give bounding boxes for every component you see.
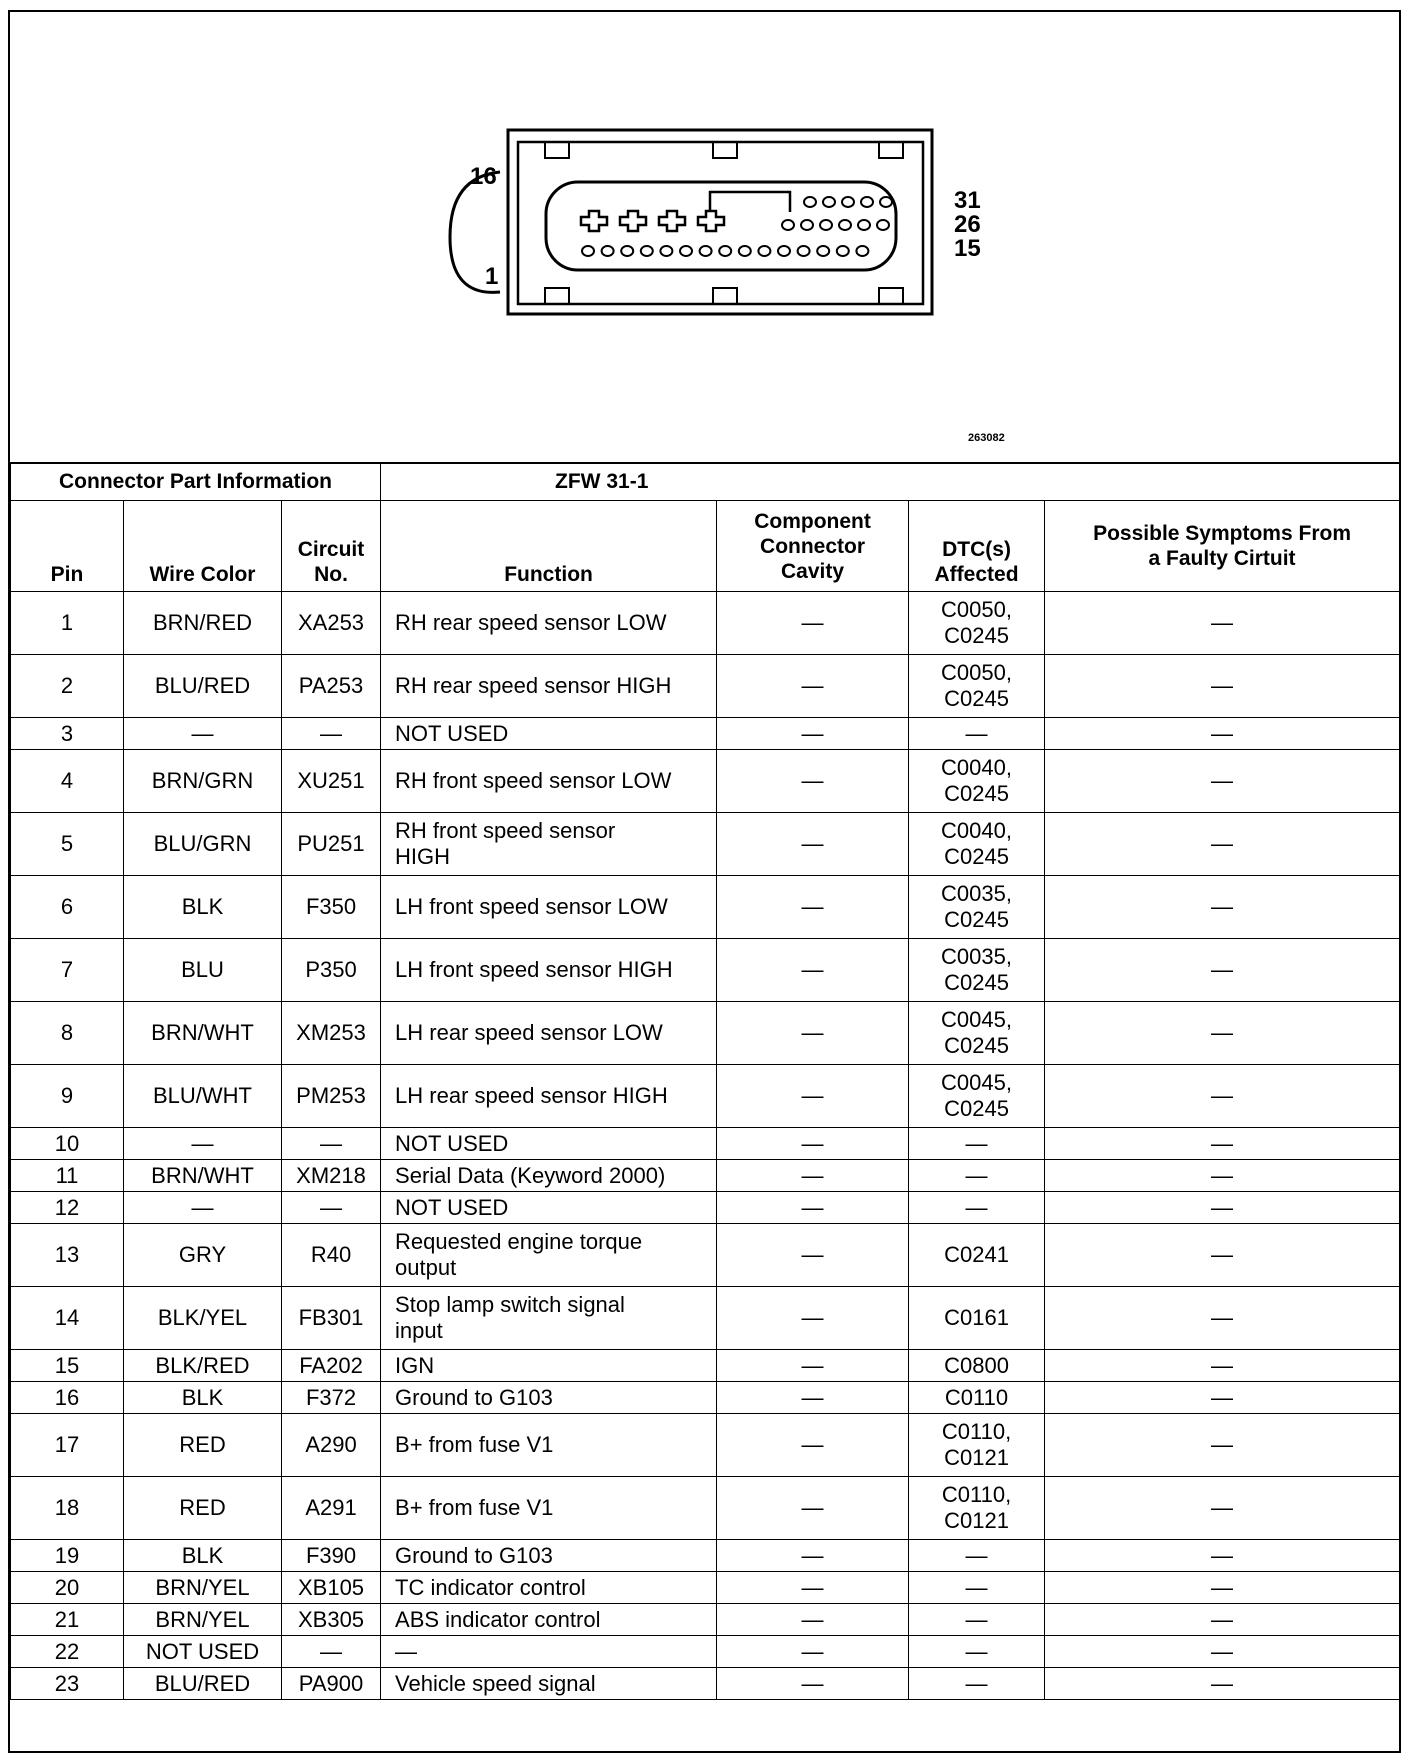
circuit-cell: PA253 <box>282 655 381 718</box>
pin-cavity <box>758 246 770 256</box>
symptoms-cell: — <box>1045 1414 1400 1477</box>
pin-cavity <box>817 246 829 256</box>
housing-tab <box>879 288 903 304</box>
wire-color-cell: BLK/RED <box>124 1350 282 1382</box>
dtc-cell: C0800 <box>909 1350 1045 1382</box>
table-row-pin-18 <box>11 1477 1400 1540</box>
table-row-pin-19 <box>11 1540 1400 1572</box>
pin-cavity <box>842 197 854 207</box>
pin-cell: 14 <box>11 1287 124 1350</box>
pin-cavity <box>856 246 868 256</box>
column-header-circuit <box>282 501 381 592</box>
pin-cavity <box>877 220 889 230</box>
cavity-cell: — <box>717 1002 909 1065</box>
pin-cell: 22 <box>11 1636 124 1668</box>
pin-label-1: 1 <box>485 263 499 290</box>
pin-cavity <box>820 220 832 230</box>
table-row-pin-7 <box>11 939 1400 1002</box>
wire-color-cell: — <box>124 718 282 750</box>
dtc-cell: C0045, C0245 <box>909 1002 1045 1065</box>
cavity-cell: — <box>717 1160 909 1192</box>
function-cell: RH front speed sensor HIGH <box>381 813 717 876</box>
function-cell: LH rear speed sensor LOW <box>381 1002 717 1065</box>
dtc-cell: — <box>909 1604 1045 1636</box>
table-row-pin-21 <box>11 1604 1400 1636</box>
wire-color-cell: BLU <box>124 939 282 1002</box>
cavity-header-line2: Connector <box>760 534 866 558</box>
symptoms-cell: — <box>1045 1604 1400 1636</box>
wire-color-cell: NOT USED <box>124 1636 282 1668</box>
function-cell: IGN <box>381 1350 717 1382</box>
dtc-cell: — <box>909 1636 1045 1668</box>
cavity-cell: — <box>717 876 909 939</box>
dtc-cell: — <box>909 1540 1045 1572</box>
dtc-cell: C0035, C0245 <box>909 939 1045 1002</box>
circuit-cell: FA202 <box>282 1350 381 1382</box>
table-row-pin-15 <box>11 1350 1400 1382</box>
connector-info-label: Connector Part Information <box>11 463 381 501</box>
wire-color-cell: BLU/RED <box>124 1668 282 1700</box>
symptoms-cell: — <box>1045 939 1400 1002</box>
circuit-cell: XB105 <box>282 1572 381 1604</box>
cavity-header-line3: Cavity <box>781 559 845 583</box>
pin-cell: 17 <box>11 1414 124 1477</box>
pin-cell: 2 <box>11 655 124 718</box>
symptoms-cell: — <box>1045 1540 1400 1572</box>
figure-number: 263082 <box>968 432 1005 444</box>
function-cell: LH front speed sensor LOW <box>381 876 717 939</box>
table-row-pin-22 <box>11 1636 1400 1668</box>
function-cell: — <box>381 1636 717 1668</box>
pin-cell: 20 <box>11 1572 124 1604</box>
pin-label-15: 15 <box>954 235 981 262</box>
pin-cavity <box>621 246 633 256</box>
pin-cell: 1 <box>11 592 124 655</box>
symptoms-cell: — <box>1045 1350 1400 1382</box>
cavity-header-line1: Component <box>754 509 871 533</box>
symptoms-cell: — <box>1045 1477 1400 1540</box>
pin-cell: 4 <box>11 750 124 813</box>
pin-label-31: 31 <box>954 187 981 214</box>
symptoms-cell: — <box>1045 592 1400 655</box>
circuit-cell: XA253 <box>282 592 381 655</box>
function-cell: NOT USED <box>381 1128 717 1160</box>
table-row-pin-2 <box>11 655 1400 718</box>
housing-tab <box>545 288 569 304</box>
pin-cell: 8 <box>11 1002 124 1065</box>
circuit-cell: XB305 <box>282 1604 381 1636</box>
pin-label-16: 16 <box>470 163 497 190</box>
table-row-pin-5 <box>11 813 1400 876</box>
cavity-cell: — <box>717 1604 909 1636</box>
table-header-connector-row <box>11 463 1400 501</box>
dtc-cell: — <box>909 1192 1045 1224</box>
symptoms-cell: — <box>1045 1065 1400 1128</box>
cavity-cell: — <box>717 1128 909 1160</box>
symptoms-cell: — <box>1045 1224 1400 1287</box>
function-cell: Ground to G103 <box>381 1382 717 1414</box>
symptoms-cell: — <box>1045 1128 1400 1160</box>
circuit-cell: PU251 <box>282 813 381 876</box>
circuit-cell: A291 <box>282 1477 381 1540</box>
power-pin <box>581 211 607 231</box>
power-pin <box>620 211 646 231</box>
pin-cell: 5 <box>11 813 124 876</box>
function-cell: RH rear speed sensor HIGH <box>381 655 717 718</box>
wire-color-cell: BRN/YEL <box>124 1572 282 1604</box>
dtc-cell: C0050, C0245 <box>909 655 1045 718</box>
pin-cell: 16 <box>11 1382 124 1414</box>
table-row-pin-17 <box>11 1414 1400 1477</box>
dtc-cell: C0161 <box>909 1287 1045 1350</box>
cavity-cell: — <box>717 1192 909 1224</box>
pin-cell: 23 <box>11 1668 124 1700</box>
table-row-pin-9 <box>11 1065 1400 1128</box>
cavity-cell: — <box>717 1636 909 1668</box>
function-cell: LH front speed sensor HIGH <box>381 939 717 1002</box>
pin-cell: 9 <box>11 1065 124 1128</box>
cavity-cell: — <box>717 1540 909 1572</box>
circuit-header-line2: No. <box>314 563 348 586</box>
symptoms-cell: — <box>1045 1382 1400 1414</box>
pin-cavity <box>839 220 851 230</box>
power-pin <box>659 211 685 231</box>
cavity-cell: — <box>717 1224 909 1287</box>
circuit-cell: A290 <box>282 1414 381 1477</box>
dtc-cell: C0241 <box>909 1224 1045 1287</box>
wire-color-cell: BRN/YEL <box>124 1604 282 1636</box>
housing-tab <box>713 288 737 304</box>
pin-cell: 6 <box>11 876 124 939</box>
cavity-cell: — <box>717 718 909 750</box>
circuit-cell: FB301 <box>282 1287 381 1350</box>
pin-cell: 13 <box>11 1224 124 1287</box>
column-header-wire-color: Wire Color <box>124 501 282 592</box>
function-cell: B+ from fuse V1 <box>381 1414 717 1477</box>
wire-color-cell: RED <box>124 1477 282 1540</box>
function-cell: NOT USED <box>381 1192 717 1224</box>
pin-cavity <box>823 197 835 207</box>
dtc-cell: C0045, C0245 <box>909 1065 1045 1128</box>
housing-tab <box>713 142 737 158</box>
wire-color-cell: BRN/WHT <box>124 1160 282 1192</box>
wire-color-cell: BLU/RED <box>124 655 282 718</box>
cavity-cell: — <box>717 1477 909 1540</box>
cavity-cell: — <box>717 655 909 718</box>
circuit-cell: F372 <box>282 1382 381 1414</box>
circuit-cell: — <box>282 1128 381 1160</box>
cavity-cell: — <box>717 813 909 876</box>
pin-cell: 21 <box>11 1604 124 1636</box>
column-header-dtc <box>909 501 1045 592</box>
dtc-cell: C0050, C0245 <box>909 592 1045 655</box>
wire-color-cell: RED <box>124 1414 282 1477</box>
table-row-pin-10 <box>11 1128 1400 1160</box>
function-cell: Vehicle speed signal <box>381 1668 717 1700</box>
pin-cavity <box>739 246 751 256</box>
circuit-cell: XU251 <box>282 750 381 813</box>
wire-color-cell: — <box>124 1192 282 1224</box>
wire-color-cell: BLK/YEL <box>124 1287 282 1350</box>
cavity-cell: — <box>717 1287 909 1350</box>
pin-cavity <box>660 246 672 256</box>
pin-cell: 15 <box>11 1350 124 1382</box>
wire-color-cell: BRN/WHT <box>124 1002 282 1065</box>
circuit-cell: XM253 <box>282 1002 381 1065</box>
circuit-cell: P350 <box>282 939 381 1002</box>
table-row-pin-11 <box>11 1160 1400 1192</box>
table-header-columns-row <box>11 501 1400 592</box>
pin-cavity <box>880 197 892 207</box>
pin-cavity <box>582 246 594 256</box>
circuit-cell: XM218 <box>282 1160 381 1192</box>
pin-cavity <box>801 220 813 230</box>
pinout-table-body <box>11 592 1400 1700</box>
table-row-pin-23 <box>11 1668 1400 1700</box>
dtc-header-line1: DTC(s) <box>942 538 1011 561</box>
connector-key <box>710 192 790 212</box>
column-header-symptoms <box>1045 501 1400 592</box>
function-cell: RH rear speed sensor LOW <box>381 592 717 655</box>
pin-cavity <box>837 246 849 256</box>
cavity-cell: — <box>717 1668 909 1700</box>
wire-color-cell: BLU/WHT <box>124 1065 282 1128</box>
pin-cell: 18 <box>11 1477 124 1540</box>
table-row-pin-12 <box>11 1192 1400 1224</box>
function-cell: ABS indicator control <box>381 1604 717 1636</box>
dtc-cell: — <box>909 718 1045 750</box>
table-row-pin-8 <box>11 1002 1400 1065</box>
wire-color-cell: BLU/GRN <box>124 813 282 876</box>
pin-cell: 10 <box>11 1128 124 1160</box>
function-cell: LH rear speed sensor HIGH <box>381 1065 717 1128</box>
pin-cell: 12 <box>11 1192 124 1224</box>
symptoms-cell: — <box>1045 1160 1400 1192</box>
pin-label-26: 26 <box>954 211 981 238</box>
circuit-header-line1: Circuit <box>297 538 365 561</box>
function-cell: Serial Data (Keyword 2000) <box>381 1160 717 1192</box>
pin-cavity <box>680 246 692 256</box>
symptoms-cell: — <box>1045 1287 1400 1350</box>
connector-housing-inner <box>518 142 923 304</box>
symptoms-cell: — <box>1045 1636 1400 1668</box>
table-row-pin-6 <box>11 876 1400 939</box>
pin-cell: 3 <box>11 718 124 750</box>
table-row-pin-20 <box>11 1572 1400 1604</box>
table-row-pin-3 <box>11 718 1400 750</box>
symptoms-cell: — <box>1045 876 1400 939</box>
connector-diagram-panel <box>10 12 1399 464</box>
circuit-cell: PM253 <box>282 1065 381 1128</box>
connector-diagram <box>10 12 1399 462</box>
symptoms-cell: — <box>1045 750 1400 813</box>
dtc-cell: C0110 <box>909 1382 1045 1414</box>
pin-cavity <box>804 197 816 207</box>
wire-color-cell: BRN/RED <box>124 592 282 655</box>
table-row-pin-13 <box>11 1224 1400 1287</box>
dtc-cell: — <box>909 1160 1045 1192</box>
symptoms-header-line2: a Faulty Cirtuit <box>1148 547 1296 570</box>
wire-color-cell: — <box>124 1128 282 1160</box>
circuit-cell: PA900 <box>282 1668 381 1700</box>
housing-tab <box>545 142 569 158</box>
dtc-cell: — <box>909 1668 1045 1700</box>
function-cell: Ground to G103 <box>381 1540 717 1572</box>
wire-color-cell: BLK <box>124 1382 282 1414</box>
symptoms-cell: — <box>1045 1002 1400 1065</box>
symptoms-cell: — <box>1045 655 1400 718</box>
pin-cell: 11 <box>11 1160 124 1192</box>
dtc-cell: — <box>909 1128 1045 1160</box>
pin-cavity <box>798 246 810 256</box>
symptoms-header-line1: Possible Symptoms From <box>1093 522 1351 545</box>
pin-cavity <box>782 220 794 230</box>
dtc-cell: C0035, C0245 <box>909 876 1045 939</box>
pin-cavity <box>858 220 870 230</box>
symptoms-cell: — <box>1045 813 1400 876</box>
power-pin-group <box>581 211 724 231</box>
connector-end-view-sheet <box>8 10 1401 1753</box>
function-cell: NOT USED <box>381 718 717 750</box>
function-cell: TC indicator control <box>381 1572 717 1604</box>
symptoms-cell: — <box>1045 1572 1400 1604</box>
table-row-pin-1 <box>11 592 1400 655</box>
dtc-cell: C0110, C0121 <box>909 1414 1045 1477</box>
dtc-header-line2: Affected <box>934 563 1019 586</box>
circuit-cell: — <box>282 718 381 750</box>
symptoms-cell: — <box>1045 718 1400 750</box>
cavity-cell: — <box>717 1382 909 1414</box>
symptoms-cell: — <box>1045 1668 1400 1700</box>
symptoms-cell: — <box>1045 1192 1400 1224</box>
table-row-pin-16 <box>11 1382 1400 1414</box>
wire-color-cell: GRY <box>124 1224 282 1287</box>
cavity-cell: — <box>717 592 909 655</box>
pin-cell: 7 <box>11 939 124 1002</box>
wire-color-cell: BLK <box>124 1540 282 1572</box>
dtc-cell: C0040, C0245 <box>909 750 1045 813</box>
dtc-cell: C0040, C0245 <box>909 813 1045 876</box>
circuit-cell: — <box>282 1636 381 1668</box>
cavity-cell: — <box>717 1065 909 1128</box>
cavity-cell: — <box>717 1572 909 1604</box>
cavity-cell: — <box>717 1414 909 1477</box>
cavity-cell: — <box>717 750 909 813</box>
pin-cavity <box>641 246 653 256</box>
pin-cavity <box>719 246 731 256</box>
pin-cavity <box>778 246 790 256</box>
dtc-cell: C0110, C0121 <box>909 1477 1045 1540</box>
table-row-pin-4 <box>11 750 1400 813</box>
connector-pinout-table <box>10 462 1400 1700</box>
circuit-cell: F390 <box>282 1540 381 1572</box>
cavity-cell: — <box>717 939 909 1002</box>
circuit-cell: R40 <box>282 1224 381 1287</box>
connector-part-number: ZFW 31-1 <box>381 463 1400 501</box>
circuit-cell: F350 <box>282 876 381 939</box>
dtc-cell: — <box>909 1572 1045 1604</box>
pin-cavity <box>861 197 873 207</box>
wire-color-cell: BRN/GRN <box>124 750 282 813</box>
wire-color-cell: BLK <box>124 876 282 939</box>
column-header-function: Function <box>381 501 717 592</box>
column-header-cavity <box>717 501 909 592</box>
function-cell: Stop lamp switch signal input <box>381 1287 717 1350</box>
function-cell: RH front speed sensor LOW <box>381 750 717 813</box>
housing-tab <box>879 142 903 158</box>
circuit-cell: — <box>282 1192 381 1224</box>
power-pin <box>698 211 724 231</box>
function-cell: Requested engine torque output <box>381 1224 717 1287</box>
pin-cavity <box>700 246 712 256</box>
column-header-pin: Pin <box>11 501 124 592</box>
table-row-pin-14 <box>11 1287 1400 1350</box>
pin-cavity <box>602 246 614 256</box>
function-cell: B+ from fuse V1 <box>381 1477 717 1540</box>
pin-cell: 19 <box>11 1540 124 1572</box>
cavity-cell: — <box>717 1350 909 1382</box>
